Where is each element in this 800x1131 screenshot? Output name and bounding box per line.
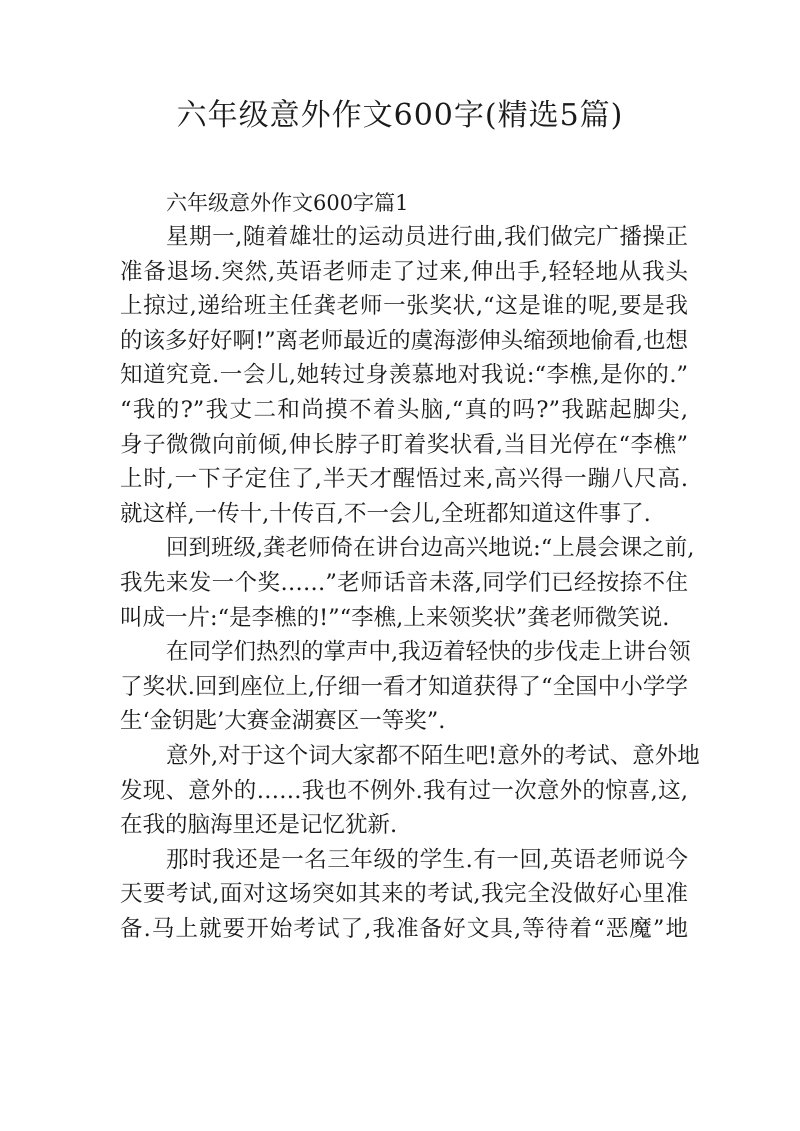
paragraph-line: 了奖状.回到座位上,仔细一看才知道获得了“全国中小学学 <box>120 673 688 700</box>
paragraph-4 <box>120 739 700 843</box>
paragraph-line: 在同学们热烈的掌声中,我迈着轻快的步伐走上讲台领 <box>166 639 691 666</box>
paragraph-3 <box>120 635 691 739</box>
paragraph-line: 意外,对于这个词大家都不陌生吧!意外的考试、意外地 <box>166 742 700 769</box>
paragraph-line: 身子微微向前倾,伸长脖子盯着奖状看,当目光停在“李樵” <box>120 431 688 458</box>
paragraph-line: 叫成一片:“是李樵的!”“李樵,上来领奖状”龚老师微笑说. <box>120 604 670 631</box>
paragraph-line: 上时,一下子定住了,半天才醒悟过来,高兴得一蹦八尺高. <box>120 466 688 493</box>
paragraph-line: 的该多好好啊!”离老师最近的虞海澎伸头缩颈地偷看,也想 <box>120 327 688 354</box>
document-body <box>120 186 700 946</box>
paragraph-line: 天要考试,面对这场突如其来的考试,我完全没做好心里准 <box>120 881 688 908</box>
paragraph-line: 准备退场.突然,英语老师走了过来,伸出手,轻轻地从我头 <box>120 258 688 285</box>
paragraph-line: “我的?”我丈二和尚摸不着头脑,“真的吗?”我踮起脚尖, <box>120 396 688 423</box>
section-heading: 六年级意外作文600字篇1 <box>166 191 409 215</box>
paragraph-line: 我先来发一个奖……”老师话音未落,同学们已经按捺不住 <box>120 569 688 596</box>
paragraph-line: 发现、意外的……我也不例外.我有过一次意外的惊喜,这, <box>120 777 688 804</box>
paragraph-line: 就这样,一传十,十传百,不一会儿,全班都知道这件事了. <box>120 500 651 527</box>
paragraph-line: 星期一,随着雄壮的运动员进行曲,我们做完广播操正 <box>166 224 688 250</box>
paragraph-2 <box>120 531 695 635</box>
paragraph-line: 备.马上就要开始考试了,我准备好文具,等待着“恶魔”地 <box>120 915 688 942</box>
paragraph-line: 生‘金钥匙’大赛金湖赛区一等奖”. <box>120 708 446 735</box>
paragraph-line: 回到班级,龚老师倚在讲台边高兴地说:“上晨会课之前, <box>166 535 695 562</box>
paragraph-line: 上掠过,递给班主任龚老师一张奖状,“这是谁的呢,要是我 <box>120 293 688 320</box>
paragraph-line: 那时我还是一名三年级的学生.有一回,英语老师说今 <box>166 846 688 873</box>
paragraph-1 <box>120 220 688 531</box>
paragraph-line: 在我的脑海里还是记忆犹新. <box>120 812 398 839</box>
paragraph-5 <box>120 843 688 947</box>
paragraph-line: 知道究竟.一会儿,她转过身羡慕地对我说:“李樵,是你的.” <box>120 362 688 389</box>
document-title: 六年级意外作文600字(精选5篇) <box>176 98 624 133</box>
